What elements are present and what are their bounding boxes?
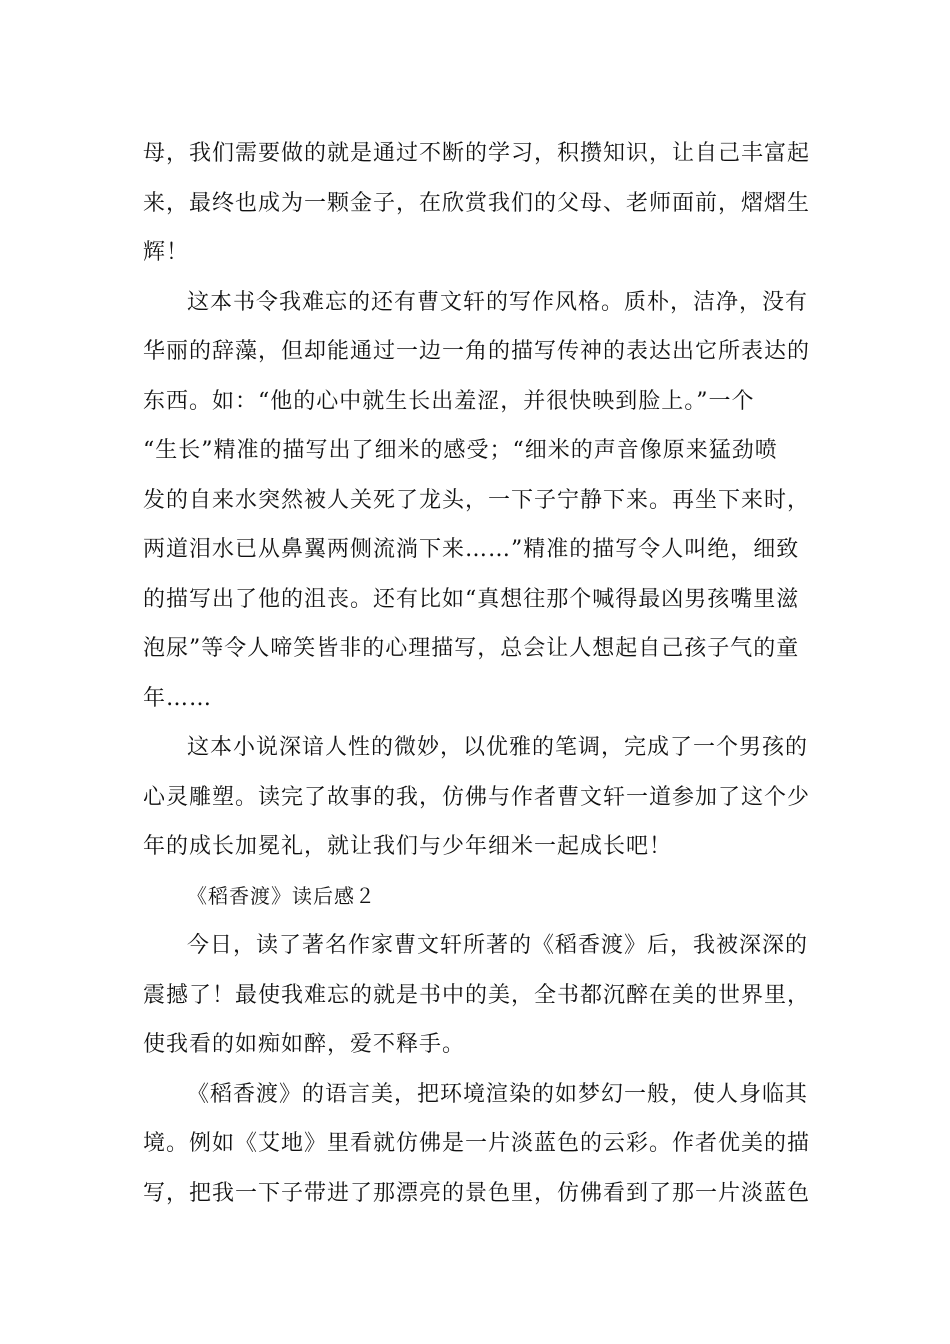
text-line: 《稻香渡》的语言美，把环境渲染的如梦幻一般，使人身临其 <box>187 1081 809 1107</box>
text-line: 今日，读了著名作家曹文轩所著的《稻香渡》后，我被深深的 <box>187 933 809 958</box>
section-heading <box>143 872 813 922</box>
text-line: 震撼了！最使我难忘的就是书中的美，全书都沉醉在美的世界里， <box>143 982 811 1008</box>
text-line: 年的成长加冕礼，就让我们与少年细米一起成长吧！ <box>143 834 673 859</box>
text-line: 辉！ <box>143 240 190 265</box>
text-line: 使我看的如痴如醉，爱不释手。 <box>143 1032 466 1057</box>
text-line: 境。例如《艾地》里看就仿佛是一片淡蓝色的云彩。作者优美的描 <box>143 1131 811 1156</box>
text-line: 写，把我一下子带进了那漂亮的景色里，仿佛看到了那一片淡蓝色 <box>143 1180 811 1206</box>
text-line: 发的自来水突然被人关死了龙头，一下子宁静下来。再坐下来时， <box>143 487 811 513</box>
paragraph-writing-style <box>143 278 813 724</box>
text-line: 的描写出了他的沮丧。还有比如“真想往那个喊得最凶男孩嘴里滋 <box>143 586 800 612</box>
paragraph-intro <box>143 921 813 1070</box>
text-line: 华丽的辞藻，但却能通过一边一角的描写传神的表达出它所表达的 <box>143 339 811 364</box>
text-line: 心灵雕塑。读完了故事的我，仿佛与作者曹文轩一道参加了这个少 <box>143 784 811 810</box>
text-line: 年…… <box>143 685 213 711</box>
text-line: 这本书令我难忘的还有曹文轩的写作风格。质朴，洁净，没有 <box>187 289 809 315</box>
text-line: 两道泪水已从鼻翼两侧流淌下来……”精准的描写令人叫绝，细致 <box>143 537 800 562</box>
section-title: 《稻香渡》读后感２ <box>187 883 376 908</box>
text-line: 东西。如：“他的心中就生长出羞涩，并很快映到脸上。”一个 <box>143 388 755 414</box>
text-line: 这本小说深谙人性的微妙，以优雅的笔调，完成了一个男孩的 <box>187 735 809 760</box>
text-line: 母，我们需要做的就是通过不断的学习，积攒知识，让自己丰富起 <box>143 141 811 166</box>
text-line: “生长”精准的描写出了细米的感受；“细米的声音像原来猛劲喷 <box>143 438 778 463</box>
text-line: 泡尿”等令人啼笑皆非的心理描写，总会让人想起自己孩子气的童 <box>143 636 800 661</box>
paragraph-conclusion <box>143 723 813 872</box>
document-body <box>143 129 813 1218</box>
paragraph-continuation <box>143 129 813 278</box>
text-line: 来，最终也成为一颗金子，在欣赏我们的父母、老师面前，熠熠生 <box>143 190 811 216</box>
paragraph-language-beauty <box>143 1070 813 1219</box>
